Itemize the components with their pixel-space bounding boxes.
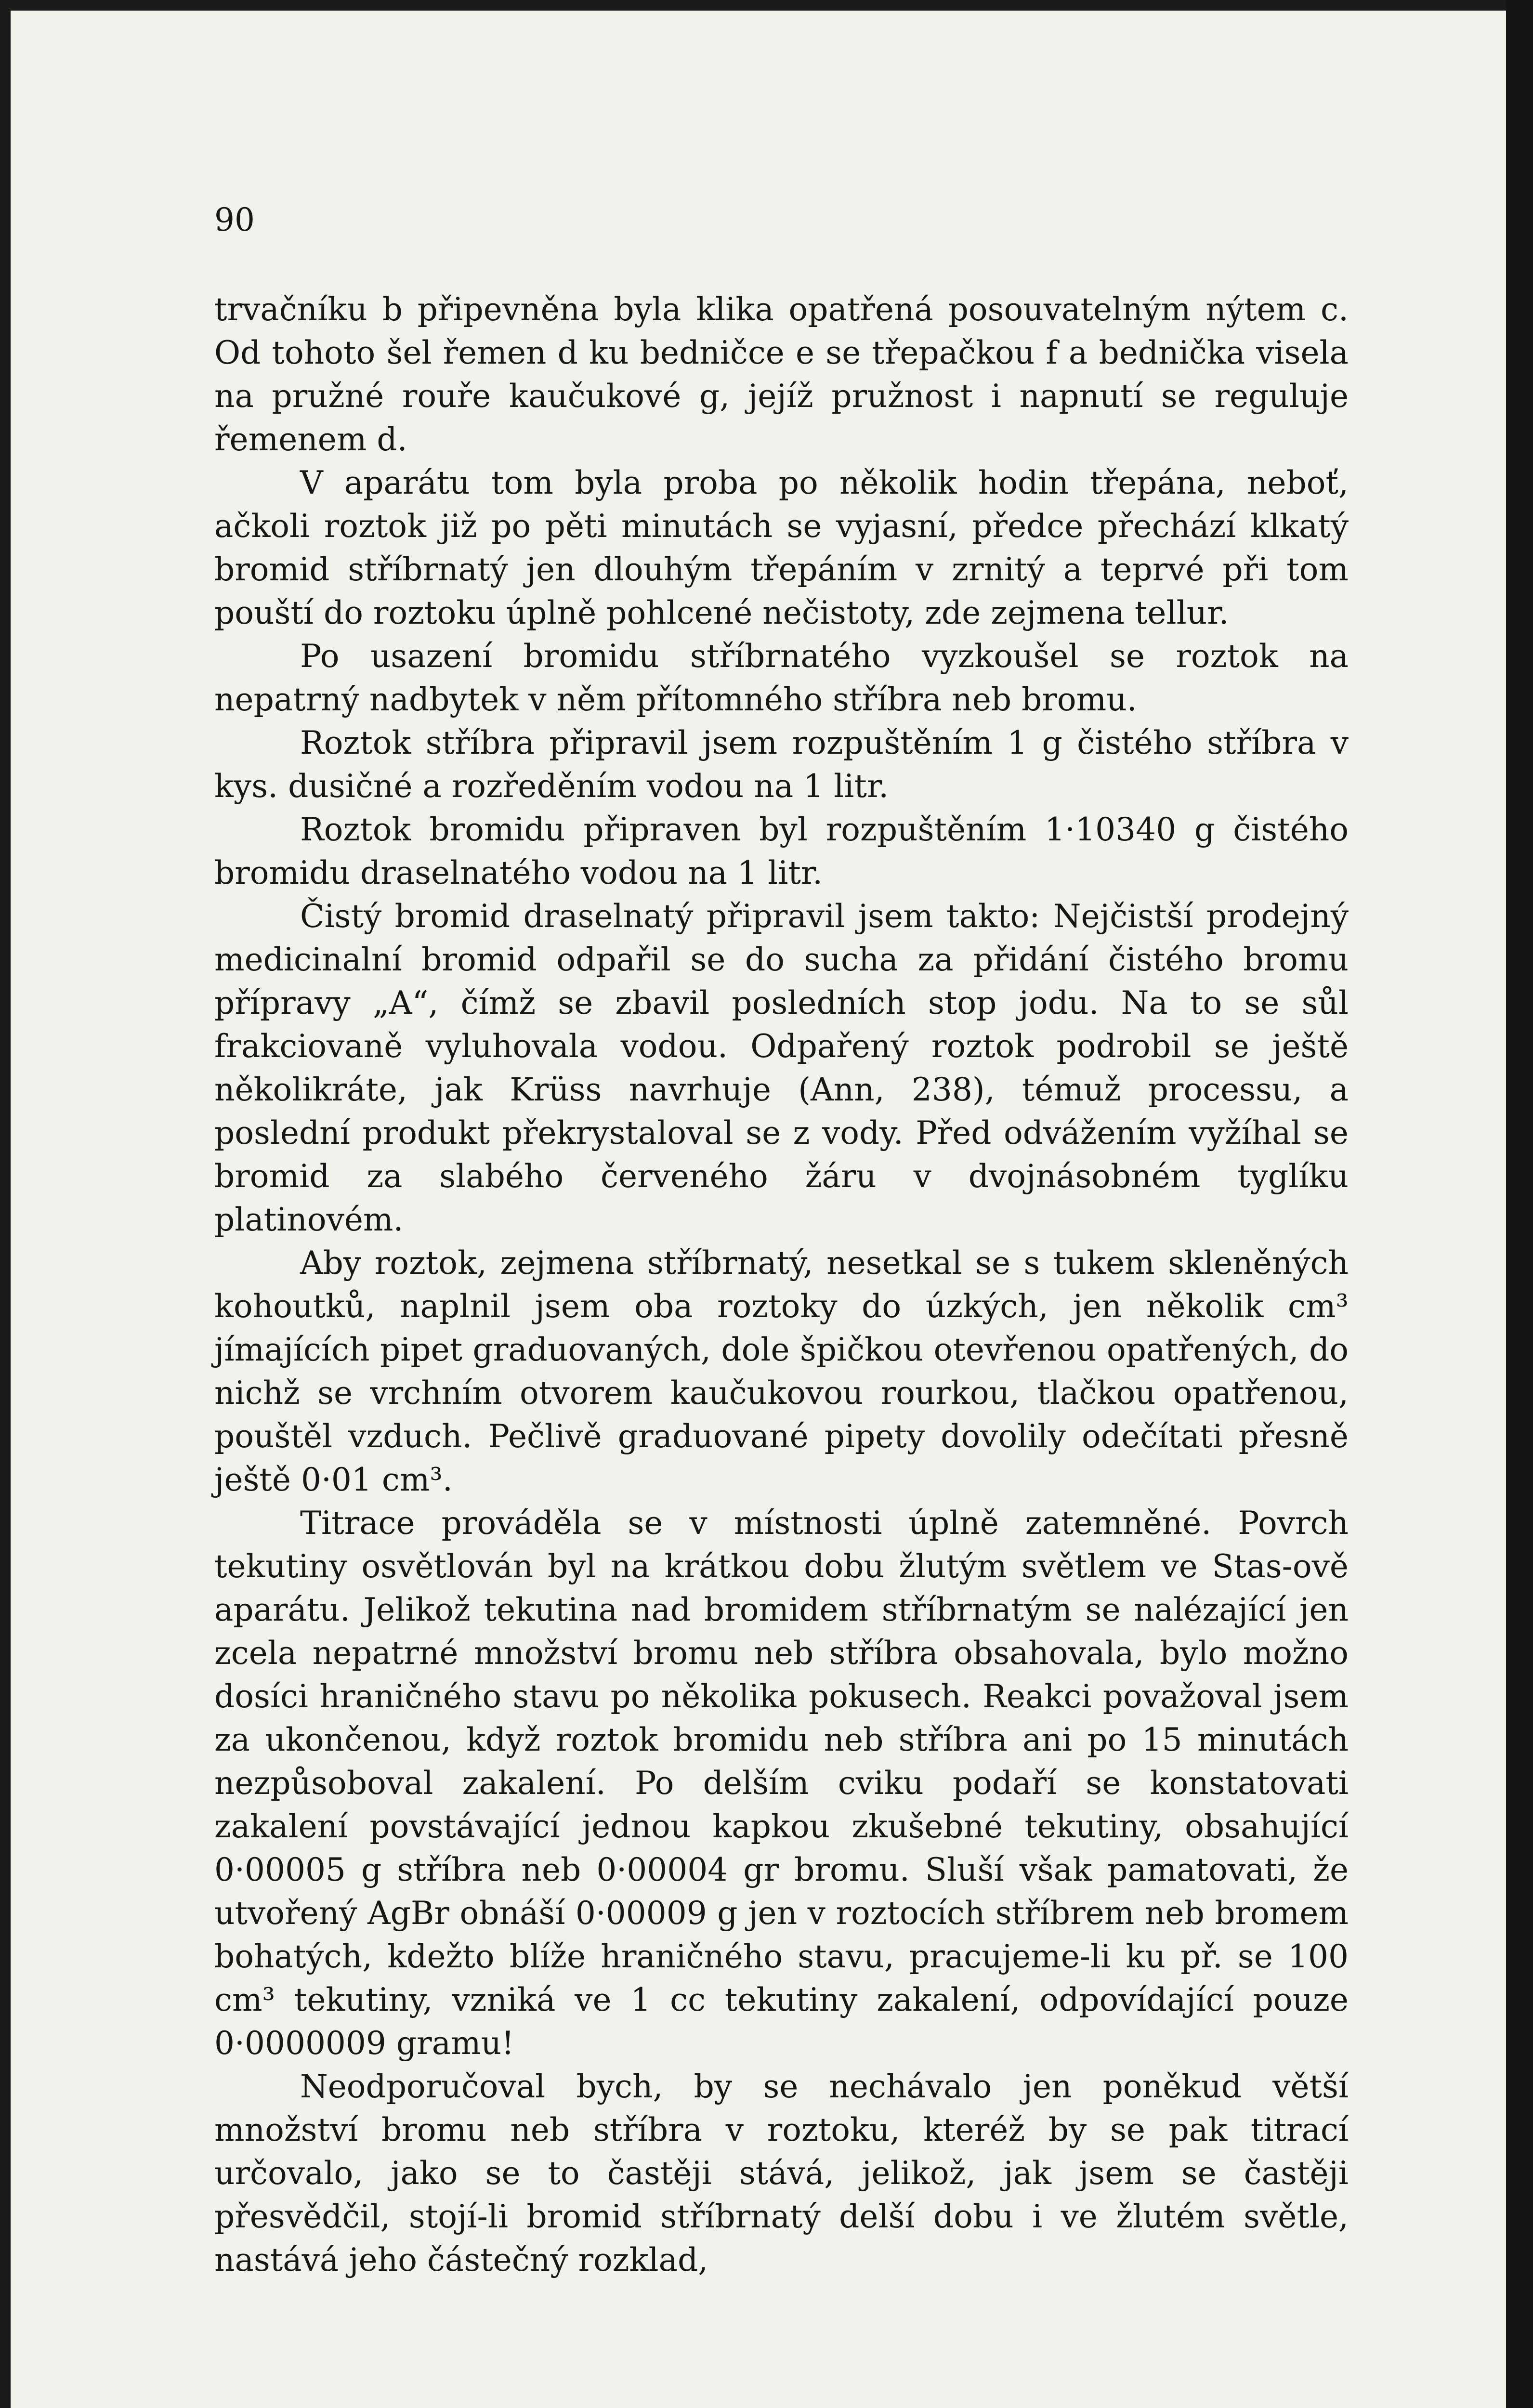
body-text (214, 288, 1349, 2282)
scan-edge-shadow (1506, 0, 1533, 2408)
paragraph-continued: trvačníku b připevněna byla klika opatřená posouvatelným nýtem c. Od tohoto šel řemen d ku bedničce e se třepačkou f a bednička visela na pružné rouře kaučukové g, jejíž pružnost i napnutí se reguluje řemenem d. (214, 291, 1349, 458)
paragraph: Roztok stříbra připravil jsem rozpuštěním 1 g čistého stříbra v kys. dusičné a rozředěním vodou na 1 litr. (214, 724, 1349, 805)
paragraph: V aparátu tom byla proba po několik hodin třepána, neboť, ačkoli roztok již po pěti minutách se vyjasní, předce přechází klkatý bromid stříbrnatý jen dlouhým třepáním v zrnitý a teprvé při tom pouští do roztoku úplně pohlcené nečistoty, zde zejmena tellur. (214, 464, 1349, 631)
paragraph: Neodporučoval bych, by se nechávalo jen poněkud větší množství bromu neb stříbra v roztoku, kteréž by se pak titrací určovalo, jako se to častěji stává, jelikož, jak jsem se častěji přesvědčil, stojí-li bromid stříbrnatý delší dobu i ve žlutém světle, nastává jeho částečný rozklad, (214, 2068, 1349, 2278)
paragraph: Titrace prováděla se v místnosti úplně zatemněné. Povrch tekutiny osvětlován byl na krátkou dobu žlutým světlem ve Stas-ově aparátu. Jelikož tekutina nad bromidem stříbrnatým se nalézající jen zcela nepatrné množství bromu neb stříbra obsahovala, bylo možno dosíci hraničného stavu po několika pokusech. Reakci považoval jsem za ukončenou, když roztok bromidu neb stříbra ani po 15 minutách nezpůsoboval zakalení. Po delším cviku podaří se konstatovati zakalení povstávající jednou kapkou zkušebné tekutiny, obsahující 0·00005 g stříbra neb 0·00004 gr bromu. Sluší však pamatovati, že utvořený AgBr obnáší 0·00009 g jen v roztocích stříbrem neb bromem bohatých, kdežto blíže hraničného stavu, pracujeme-li ku př. se 100 cm³ tekutiny, vzniká ve 1 cc tekutiny zakalení, odpovídající pouze 0·0000009 gramu! (214, 1505, 1349, 2062)
paragraph: Roztok bromidu připraven byl rozpuštěním 1·10340 g čistého bromidu draselnatého vodou na 1 litr. (214, 811, 1349, 891)
paragraph: Po usazení bromidu stříbrnatého vyzkoušel se roztok na nepatrný nadbytek v něm přítomného stříbra neb bromu. (214, 638, 1349, 718)
paragraph: Aby roztok, zejmena stříbrnatý, nesetkal se s tukem skleněných kohoutků, naplnil jsem oba roztoky do úzkých, jen několik cm³ jímajících pipet graduovaných, dole špičkou otevřenou opatřených, do nichž se vrchním otvorem kaučukovou rourkou, tlačkou opatřenou, pouštěl vzduch. Pečlivě graduované pipety dovolily odečítati přesně ještě 0·01 cm³. (214, 1244, 1349, 1498)
paragraph: Čistý bromid draselnatý připravil jsem takto: Nejčistší prodejný medicinalní bromid odpařil se do sucha za přidání čistého bromu přípravy „A“, čímž se zbavil posledních stop jodu. Na to se sůl frakciovaně vyluhovala vodou. Odpařený roztok podrobil se ještě několikráte, jak Krüss navrhuje (Ann, 238), témuž processu, a poslední produkt překrystaloval se z vody. Před odvážením vyžíhal se bromid za slabého červeného žáru v dvojnásobném tyglíku platinovém. (214, 898, 1349, 1238)
page-number: 90 (214, 201, 255, 238)
